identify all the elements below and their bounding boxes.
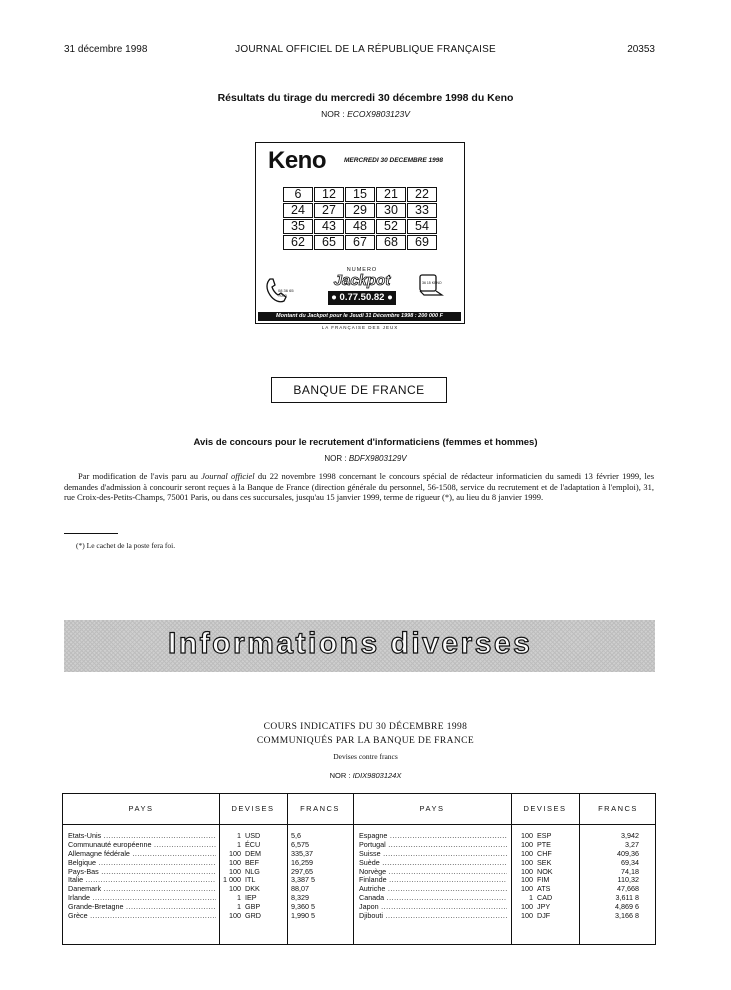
country-name: Etats-Unis ..... xyxy=(68,832,216,841)
keno-number-cell: 15 xyxy=(345,187,375,202)
country-name: Suisse ..... xyxy=(359,850,507,859)
journal-title: JOURNAL OFFICIEL DE LA RÉPUBLIQUE FRANÇAISE xyxy=(235,44,496,55)
keno-number-cell: 27 xyxy=(314,203,344,218)
country-name: Espagne ..... xyxy=(359,832,507,841)
currency-code: DKK xyxy=(245,884,260,894)
currency-quantity: 100 xyxy=(521,848,533,858)
avis-nor xyxy=(0,454,731,463)
header-pays-right: PAYS xyxy=(419,804,445,813)
currency-quantity: 100 xyxy=(521,911,533,921)
keno-number-cell: 6 xyxy=(283,187,313,202)
rate-value: 16,259 xyxy=(291,857,313,867)
currency-code: CAD xyxy=(537,893,553,903)
rate-value: 88,07 xyxy=(291,884,309,894)
minitel-label: 36 15 KENO xyxy=(422,281,442,285)
keno-nor-label: NOR : xyxy=(321,109,345,119)
header-francs-left: FRANCS xyxy=(300,804,340,813)
keno-number-cell: 69 xyxy=(407,235,437,250)
header-devises-right: DEVISES xyxy=(523,804,567,813)
currency-quantity: 1 000 xyxy=(223,875,241,885)
country-name: Belgique ..... xyxy=(68,859,216,868)
keno-date: MERCREDI 30 DECEMBRE 1998 xyxy=(344,157,443,164)
rate-value: 8,329 xyxy=(291,893,309,903)
header-pays-left: PAYS xyxy=(128,804,154,813)
jackpot-numero-label: NUMERO xyxy=(346,267,378,273)
currency-quantity: 1 xyxy=(237,831,241,840)
keno-number-grid xyxy=(283,187,437,250)
country-name: Finlande ..... xyxy=(359,876,507,885)
keno-number-cell: 54 xyxy=(407,219,437,234)
jackpot-amount-banner: Montant du Jackpot pour le Jeudi 31 Décembre 1998 : 200 000 F xyxy=(258,312,461,321)
country-name: Allemagne fédérale ..... xyxy=(68,850,216,859)
rate-value: 4,869 6 xyxy=(615,902,639,912)
currency-code: DEM xyxy=(245,848,261,858)
currency-code: BEF xyxy=(245,857,259,867)
cours-nor-label: NOR : xyxy=(329,771,351,780)
currency-quantity: 1 xyxy=(237,893,241,903)
country-name: Italie ..... xyxy=(68,876,216,885)
country-name: Suède ..... xyxy=(359,859,507,868)
footnote-rule xyxy=(64,533,118,534)
currency-quantity: 100 xyxy=(521,884,533,894)
header-devises-left: DEVISES xyxy=(231,804,275,813)
avis-heading: Avis de concours pour le recrutement d'informaticiens (femmes et hommes) xyxy=(193,437,538,448)
keno-number-cell: 22 xyxy=(407,187,437,202)
keno-number-cell: 24 xyxy=(283,203,313,218)
country-name: Norvège ..... xyxy=(359,868,507,877)
section-banner xyxy=(64,620,655,672)
rate-value: 335,37 xyxy=(291,848,313,858)
country-name: Canada ..... xyxy=(359,894,507,903)
page-number: 20353 xyxy=(627,44,655,55)
banque-heading-box: BANQUE DE FRANCE xyxy=(271,377,447,403)
keno-number-cell: 65 xyxy=(314,235,344,250)
jackpot-box xyxy=(324,267,400,307)
keno-number-cell: 43 xyxy=(314,219,344,234)
currency-code: NOK xyxy=(537,866,553,876)
keno-number-cell: 33 xyxy=(407,203,437,218)
country-name: Pays-Bas ..... xyxy=(68,868,216,877)
country-name: Djibouti ..... xyxy=(359,912,507,921)
avis-nor-label: NOR : xyxy=(324,454,347,463)
currency-code: JPY xyxy=(537,902,551,912)
currency-quantity: 100 xyxy=(521,875,533,885)
rate-value: 3,27 xyxy=(625,839,639,849)
right-rate-column xyxy=(579,832,639,921)
country-name: Portugal ..... xyxy=(359,841,507,850)
cours-subtitle: Devises contre francs xyxy=(333,752,398,761)
keno-ticket xyxy=(255,142,465,324)
currency-code: GRD xyxy=(245,911,261,921)
header-francs-right: FRANCS xyxy=(598,804,638,813)
keno-number-cell: 52 xyxy=(376,219,406,234)
currency-quantity: 100 xyxy=(521,839,533,849)
fdj-caption: LA FRANÇAISE DES JEUX xyxy=(321,325,399,330)
minitel-icon xyxy=(418,273,444,299)
rate-value: 5,6 xyxy=(291,831,301,840)
cours-title-line2: COMMUNIQUÉS PAR LA BANQUE DE FRANCE xyxy=(256,736,475,746)
column-divider xyxy=(511,794,512,944)
currency-code: ÉCU xyxy=(245,839,261,849)
cours-title-line1: COURS INDICATIFS DU 30 DÉCEMBRE 1998 xyxy=(263,722,468,732)
currency-code: FIM xyxy=(537,875,550,885)
currency-quantity: 1 xyxy=(529,893,533,903)
rate-value: 409,36 xyxy=(617,848,639,858)
footnote: (*) Le cachet de la poste fera foi. xyxy=(76,541,176,550)
rate-value: 69,34 xyxy=(621,857,639,867)
currency-code: IEP xyxy=(245,893,257,903)
jackpot-logo: Jackpot xyxy=(333,272,391,289)
header-date: 31 décembre 1998 xyxy=(64,44,148,55)
column-divider xyxy=(353,794,354,944)
currency-quantity: 100 xyxy=(521,866,533,876)
country-name: Irlande ..... xyxy=(68,894,216,903)
rate-value: 1,990 5 xyxy=(291,911,315,921)
phone-number: 08 36 65 7000 xyxy=(278,288,294,298)
currency-code: DJF xyxy=(537,911,551,921)
currency-code: CHF xyxy=(537,848,552,858)
keno-number-cell: 12 xyxy=(314,187,344,202)
country-name: Danemark ..... xyxy=(68,885,216,894)
jackpot-number: ● 0.77.50.82 ● xyxy=(328,291,396,305)
keno-nor-code: ECOX9803123V xyxy=(347,109,410,119)
column-divider xyxy=(219,794,220,944)
country-name: Autriche ..... xyxy=(359,885,507,894)
keno-number-cell: 68 xyxy=(376,235,406,250)
rate-value: 74,18 xyxy=(621,866,639,876)
currency-quantity: 100 xyxy=(229,857,241,867)
currency-code: PTE xyxy=(537,839,551,849)
keno-number-cell: 67 xyxy=(345,235,375,250)
keno-logo: Keno xyxy=(268,147,326,174)
currency-unit xyxy=(221,912,281,921)
keno-number-cell: 48 xyxy=(345,219,375,234)
exchange-rate-table xyxy=(62,793,656,945)
avis-nor-code: BDFX9803129V xyxy=(348,454,407,463)
country-name: Grèce ..... xyxy=(68,912,216,921)
rate-value: 9,360 5 xyxy=(291,902,315,912)
currency-code: ATS xyxy=(537,884,551,894)
rate-value: 110,32 xyxy=(617,875,639,885)
section-banner-title: Informations diverses xyxy=(168,627,533,660)
keno-heading: Résultats du tirage du mercredi 30 décembre 1998 du Keno xyxy=(217,92,514,104)
currency-quantity: 100 xyxy=(521,902,533,912)
rate-value: 6,575 xyxy=(291,839,309,849)
currency-unit xyxy=(513,912,573,921)
avis-body: Par modification de l'avis paru au Journal officiel du 22 novembre 1998 concernant le concours spécial de rédacteur informaticien du samedi 13 février 1999, les demandes d'admission à concourir seront reçues à la Banque de France (direction générale du personnel, 56-1508, service du recrutement et de l'adaptation à l'emploi), 31, rue Croix-des-Petits-Champs, 75001 Paris, ou dans ces succursales, jusqu'au 15 janvier 1999, terme de rigueur (*), au lieu du 8 janvier 1999. xyxy=(64,471,655,502)
currency-quantity: 100 xyxy=(229,866,241,876)
right-country-column xyxy=(359,832,507,921)
currency-quantity: 100 xyxy=(521,831,533,840)
rate-value: 297,65 xyxy=(291,866,313,876)
country-name: Japon ..... xyxy=(359,903,507,912)
keno-number-cell: 35 xyxy=(283,219,313,234)
currency-quantity: 100 xyxy=(229,911,241,921)
rate-value: 3,387 5 xyxy=(291,875,315,885)
currency-code: GBP xyxy=(245,902,261,912)
right-currency-column xyxy=(513,832,573,921)
keno-number-cell: 29 xyxy=(345,203,375,218)
currency-code: ESP xyxy=(537,831,552,840)
keno-number-cell: 62 xyxy=(283,235,313,250)
currency-code: SEK xyxy=(537,857,552,867)
column-divider xyxy=(287,794,288,944)
cours-nor-code: IDIX9803124X xyxy=(352,771,402,780)
currency-quantity: 100 xyxy=(229,884,241,894)
country-name: Grande-Bretagne ..... xyxy=(68,903,216,912)
currency-code: NLG xyxy=(245,866,260,876)
keno-nor xyxy=(0,109,731,119)
currency-code: ITL xyxy=(245,875,256,885)
rate-value: 47,668 xyxy=(617,884,639,894)
currency-quantity: 1 xyxy=(237,839,241,849)
table-header-rule xyxy=(63,824,655,825)
rate-value: 3,611 8 xyxy=(615,893,639,903)
left-rate-column xyxy=(291,832,331,921)
left-country-column xyxy=(68,832,216,921)
currency-quantity: 100 xyxy=(521,857,533,867)
keno-number-cell: 30 xyxy=(376,203,406,218)
currency-quantity: 100 xyxy=(229,848,241,858)
country-name: Communauté européenne ..... xyxy=(68,841,216,850)
rate-value: 3,166 8 xyxy=(615,911,639,921)
keno-number-cell: 21 xyxy=(376,187,406,202)
currency-quantity: 1 xyxy=(237,902,241,912)
left-currency-column xyxy=(221,832,281,921)
currency-code: USD xyxy=(245,831,261,840)
rate-value: 3,942 xyxy=(621,831,639,840)
cours-nor xyxy=(0,771,731,780)
